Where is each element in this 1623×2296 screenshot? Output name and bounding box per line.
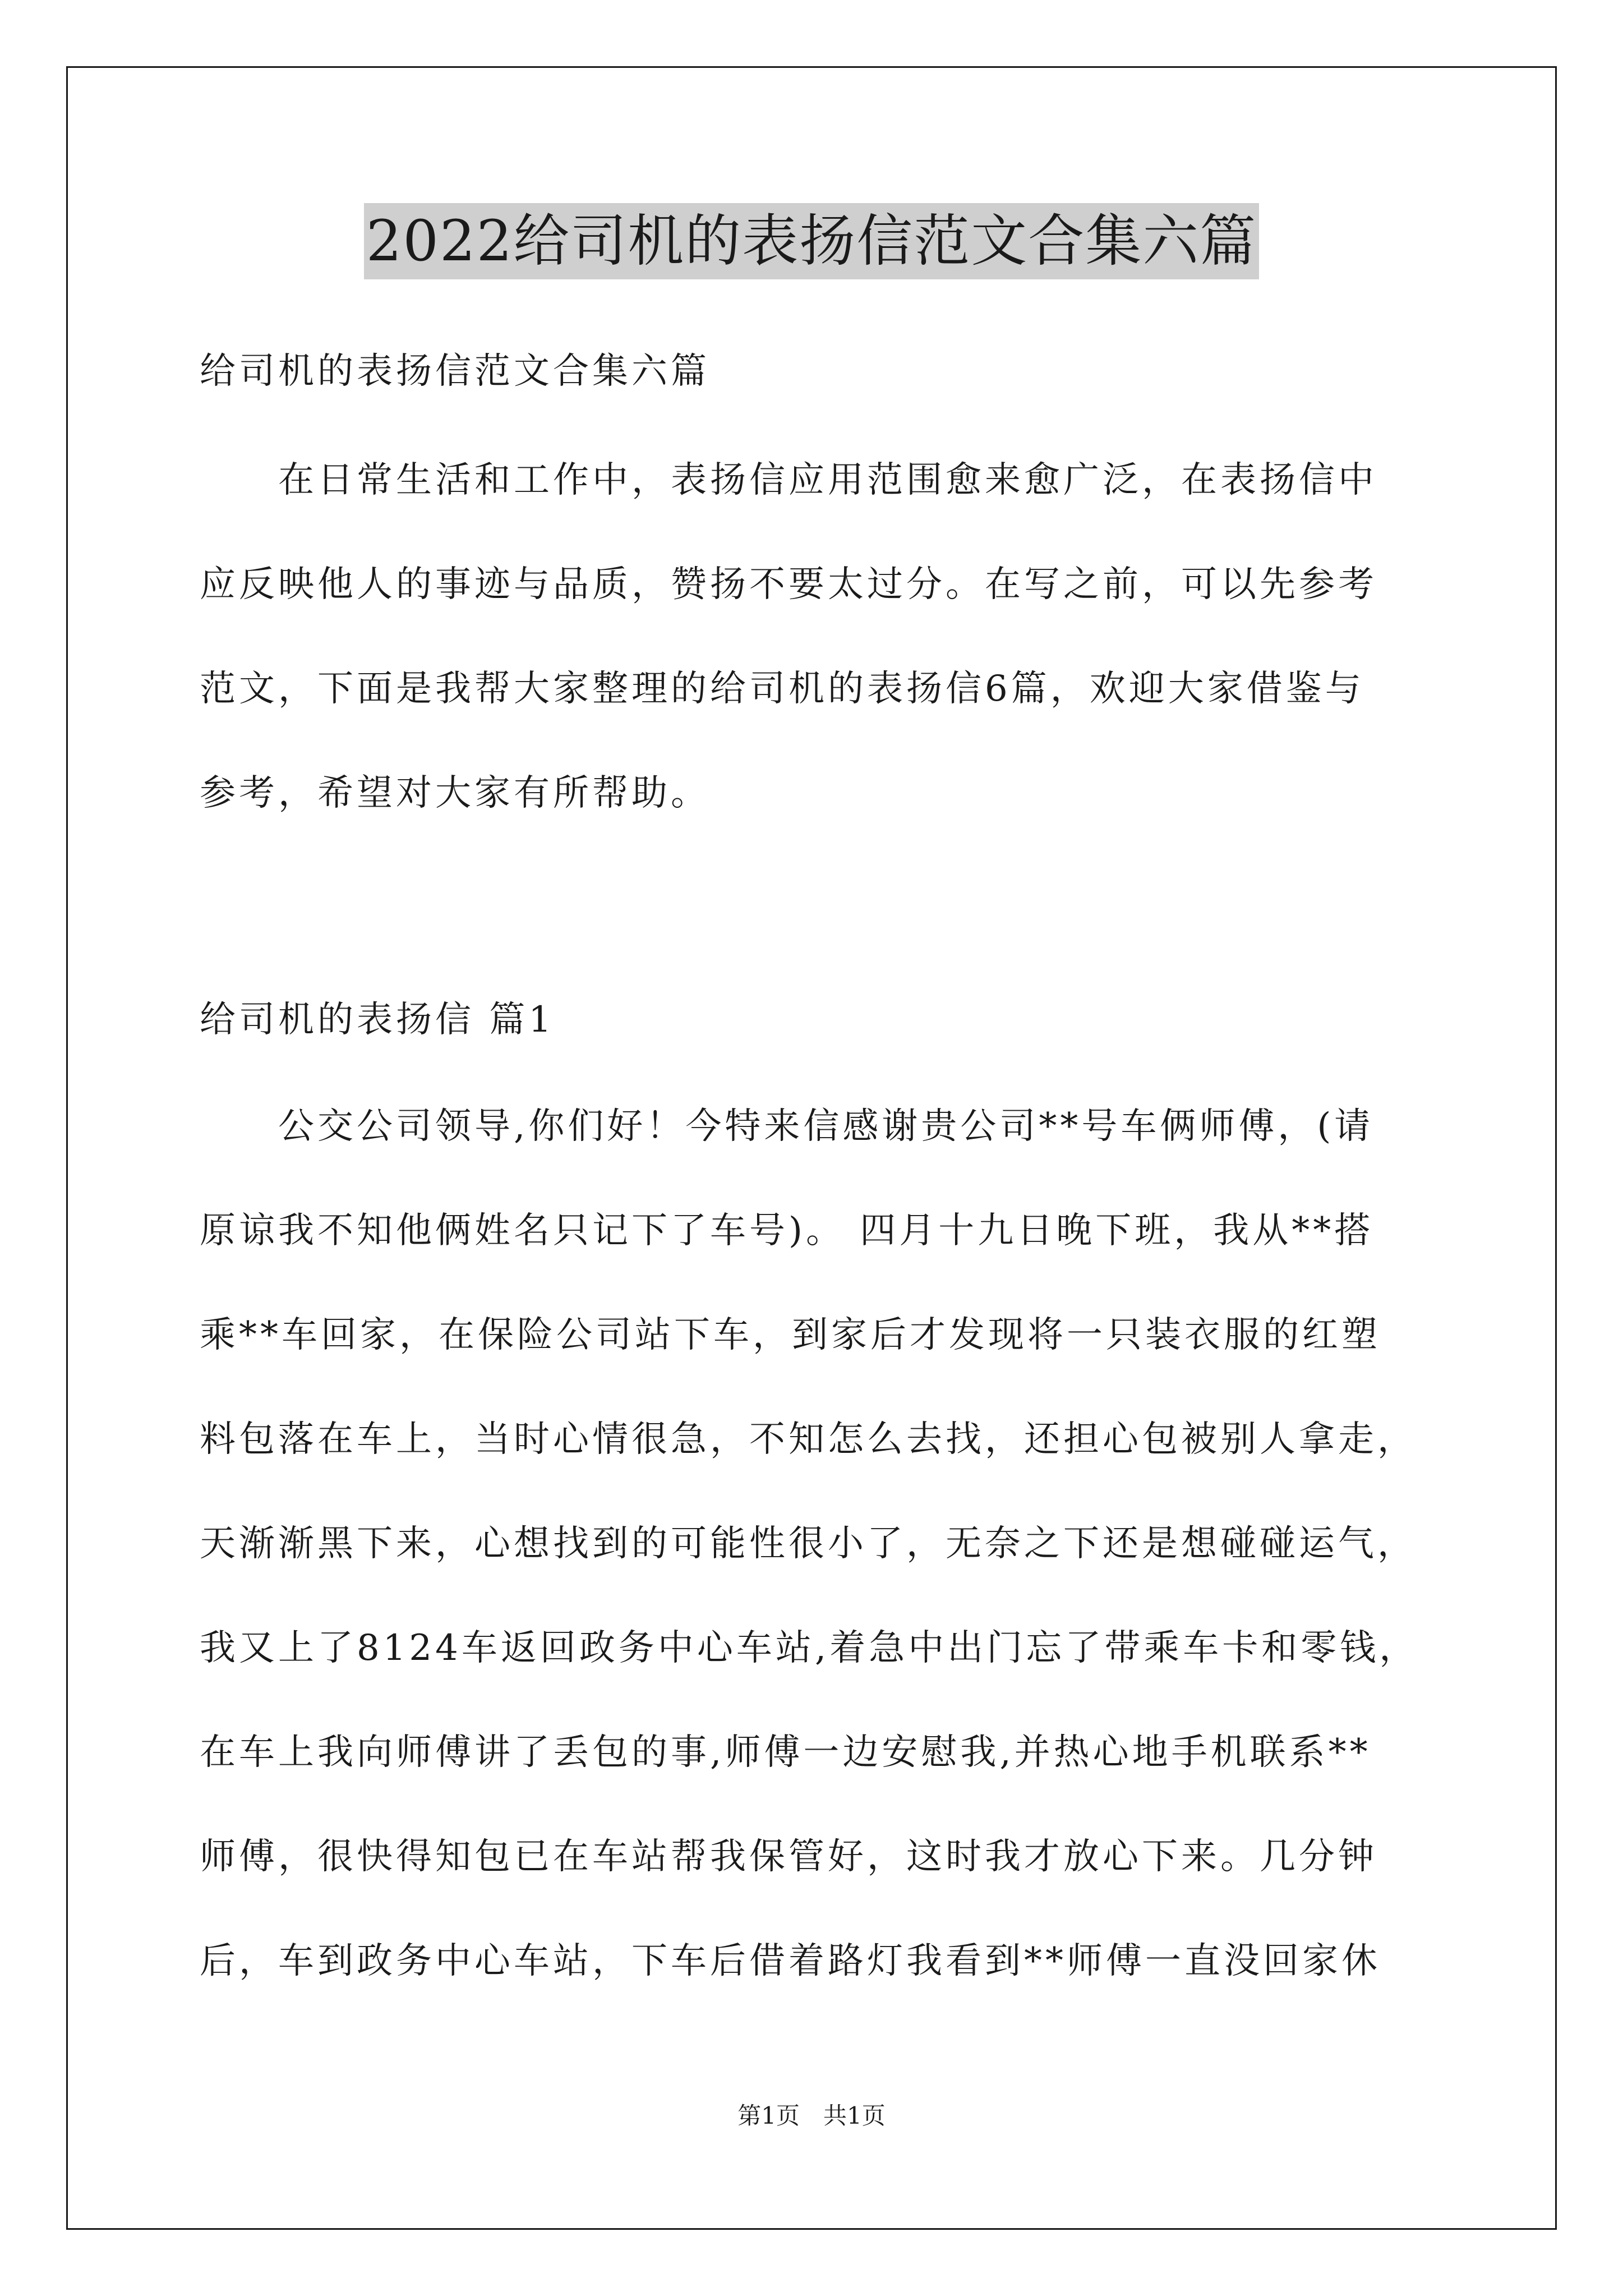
page-footer: 第1页 共1页	[737, 2102, 886, 2129]
intro-line: 参考，希望对大家有所帮助。	[200, 772, 710, 814]
intro-line: 应反映他人的事迹与品质，赞扬不要太过分。在写之前，可以先参考	[200, 564, 1377, 605]
body-line: 在车上我向师傅讲了丢包的事,师傅一边安慰我,并热心地手机联系**	[200, 1732, 1371, 1773]
body-line: 后，车到政务中心车站，下车后借着路灯我看到**师傅一直没回家休	[200, 1940, 1381, 1982]
document-subtitle: 给司机的表扬信范文合集六篇	[200, 351, 710, 392]
title-container	[0, 203, 1623, 279]
intro-line: 在日常生活和工作中，表扬信应用范围愈来愈广泛，在表扬信中	[200, 459, 1377, 501]
body-line: 师傅，很快得知包已在车站帮我保管好，这时我才放心下来。几分钟	[200, 1836, 1377, 1878]
section-heading: 给司机的表扬信 篇1	[200, 999, 555, 1041]
body-line: 天渐渐黑下来，心想找到的可能性很小了，无奈之下还是想碰碰运气，	[200, 1523, 1417, 1565]
body-line: 公交公司领导,你们好！今特来信感谢贵公司**号车俩师傅，(请	[200, 1106, 1374, 1147]
body-line: 料包落在车上，当时心情很急，不知怎么去找，还担心包被别人拿走，	[200, 1419, 1417, 1460]
document-title: 2022给司机的表扬信范文合集六篇	[364, 203, 1260, 279]
body-line: 乘**车回家，在保险公司站下车，到家后才发现将一只装衣服的红塑	[200, 1314, 1381, 1356]
body-line: 原谅我不知他俩姓名只记下了车号)。 四月十九日晚下班，我从**搭	[200, 1210, 1374, 1251]
intro-line: 范文，下面是我帮大家整理的给司机的表扬信6篇，欢迎大家借鉴与	[200, 668, 1364, 710]
body-line: 我又上了8124车返回政务中心车站,着急中出门忘了带乘车卡和零钱，	[200, 1627, 1419, 1669]
